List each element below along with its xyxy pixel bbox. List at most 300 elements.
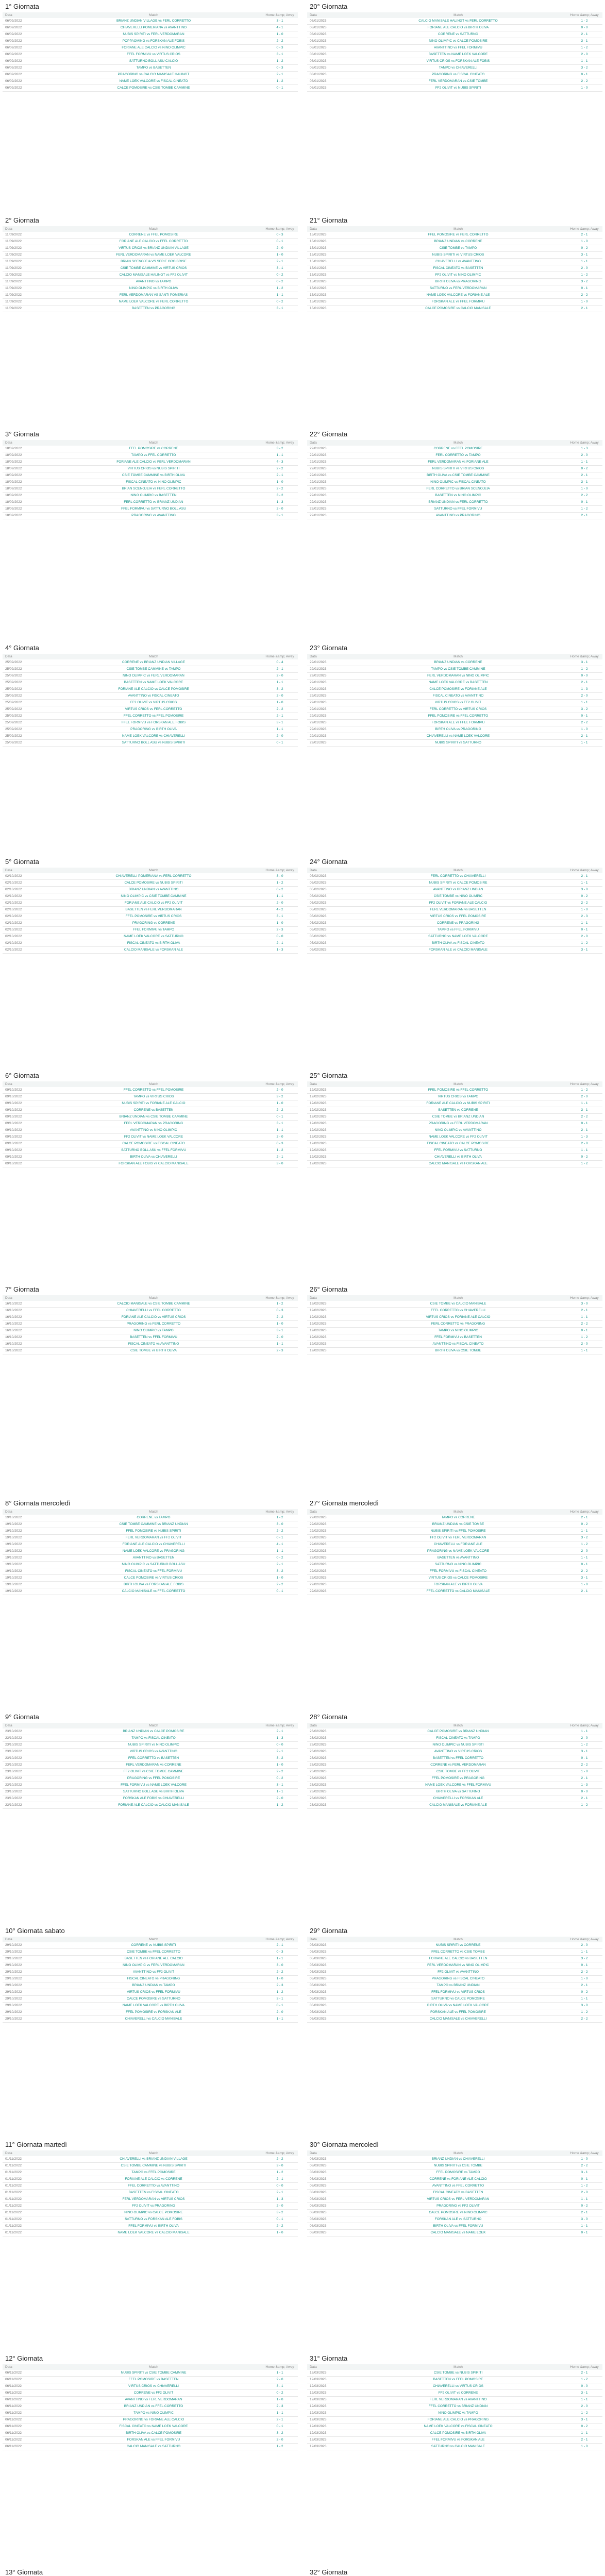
fixture-match-link[interactable]: CSIE TOMBE vs TAMPO <box>350 245 566 252</box>
fixture-match-link[interactable]: VIRTUS CRIOS vs NUBIS SPIRITI <box>45 466 262 472</box>
fixture-match-link[interactable]: NINO OLIMPIC vs FERL VERDOMARAN <box>45 1962 262 1969</box>
fixture-match-link[interactable]: CALCIO MANISALE vs FORSKAN ALE <box>350 1161 566 1167</box>
fixture-match-link[interactable]: NUBIS SPIRITI vs FORIANE ALE CALCIO <box>45 1100 262 1107</box>
fixture-match-link[interactable]: AVANTTINO vs FERL VERDOMARAN <box>45 2397 262 2403</box>
fixture-match-link[interactable]: FORIANE ALE CALCIO vs NUBIS SPIRITI <box>350 1100 566 1107</box>
fixture-date: 05/02/2023 <box>307 934 350 940</box>
fixture-score: 3 - 1 <box>566 2417 602 2424</box>
fixture-match-link[interactable]: FERL CORRETTO vs CHIAVERELLI <box>350 873 566 880</box>
fixture-match-link[interactable]: VIRTUS CRIOS vs CALCE POMOSIRE <box>350 1575 566 1582</box>
fixture-match-link[interactable]: FORIANE ALE CALCIO vs VIRTUS CRIOS <box>45 1314 262 1321</box>
fixture-score: 1 - 1 <box>262 452 298 459</box>
fixture-match-link[interactable]: CSIE TOMBE vs FF2 OLIVIT <box>350 1769 566 1775</box>
fixture-match-link[interactable]: NINO OLIMPIC vs FISCAL CINEATO <box>350 479 566 486</box>
fixture-match-link[interactable]: FISCAL CINEATO vs AVANTTINO <box>350 693 566 700</box>
fixture-match-link[interactable]: FFEL FORMIVU vs SATTURNO <box>350 1147 566 1154</box>
fixture-match-link[interactable]: NAME LOEK VALCORE vs FORIANE ALE <box>350 292 566 299</box>
fixture-match-link[interactable]: BRIANZ UNDIAN vs CORRENE <box>350 239 566 245</box>
fixture-match-link[interactable]: FERL CORRETTO vs TAMPO <box>350 452 566 459</box>
fixture-match-link[interactable]: FFEL POMOSIRE vs FFEL CORRETTO <box>350 713 566 720</box>
fixture-match-link[interactable]: PRAGORING vs CORRENE <box>45 920 262 927</box>
fixture-match-link[interactable]: FISCAL CINEATO vs FFEL FORMIVU <box>45 1568 262 1575</box>
fixture-match-link[interactable]: FERL CORRETTO vs BRIANZ UNDIAN <box>45 499 262 506</box>
fixture-match-link[interactable]: VIRTUS CRIOS vs CHIAVERELLI <box>45 2383 262 2390</box>
fixture-match-link[interactable]: NINO OLIMPIC vs FERL VERDOMARAN <box>45 673 262 680</box>
fixture-match-link[interactable]: CALCE POMOSIRE vs BIRTH OLIVA <box>350 2430 566 2437</box>
fixture-match-link[interactable]: CORRENE vs PRAGORING <box>350 920 566 927</box>
fixture-match-link[interactable]: NAME LOEK VALCORE vs CALCIO MANISALE <box>45 2230 262 2236</box>
fixture-match-link[interactable]: FERL CORRETTO vs PRAGORING <box>350 1321 566 1328</box>
fixture-match-link[interactable]: BASETTEN vs CORRENE <box>350 1107 566 1114</box>
fixture-match-link[interactable]: FFEL FORMIVU vs SATTURNO BOLL ASU <box>45 506 262 513</box>
fixture-match-link[interactable]: FISCAL CINEATO vs AVANTTINO <box>45 1341 262 1348</box>
fixture-match-link[interactable]: FORIANE ALE CALCIO vs FFEL CORRETTO <box>45 239 262 245</box>
fixture-match-link[interactable]: BRIANZ UNDIAN vs CORRENE <box>350 659 566 666</box>
fixture-match-link[interactable]: SATTURNO vs FORSKAN ALE FOBIS <box>45 2216 262 2223</box>
fixture-match-link[interactable]: CHIAVERELLI POMERIANA vs AVANTTINO <box>45 25 262 31</box>
fixture-match-link[interactable]: FISCAL CINEATO vs TAMPO <box>350 1735 566 1742</box>
fixture-match-link[interactable]: VIRTUS CRIOS vs FF2 OLIVIT <box>350 700 566 706</box>
fixture-match-link[interactable]: FISCAL CINEATO vs NAME LOEK VALCORE <box>45 2424 262 2430</box>
fixture-match-link[interactable]: BIRTH OLIVA vs PRAGORING <box>350 726 566 733</box>
fixture-row <box>307 1515 602 1521</box>
fixture-match-link[interactable]: FERL VERDOMARAN vs BASETTEN <box>350 907 566 913</box>
fixture-match-link[interactable]: BASETTEN vs AVANTTINO <box>350 1555 566 1562</box>
fixture-match-link[interactable]: SATTURNO BOLL ASU vs FFEL FORMIVU <box>45 1147 262 1154</box>
fixture-match-link[interactable]: FERL VERDOMARAN vs NINO OLIMPIC <box>350 1962 566 1969</box>
fixture-match-link[interactable]: FORIANE ALE CALCIO vs CHIAVERELLI <box>45 1541 262 1548</box>
fixture-match-link[interactable]: NAME LOEK VALCORE vs FERL CORRETTO <box>45 299 262 306</box>
fixture-score: 2 - 0 <box>566 693 602 700</box>
fixture-match-link[interactable]: FERL VERDOMARAN vs CORRENE <box>45 1762 262 1769</box>
fixture-match-link[interactable]: FISCAL CINEATO vs PRAGORING <box>45 1976 262 1982</box>
fixture-match-link[interactable]: NINO OLIMPIC vs CALCE POMOSIRE <box>45 2210 262 2216</box>
fixture-match-link[interactable]: NINO OLIMPIC vs TAMPO <box>45 1328 262 1334</box>
fixture-match-link[interactable]: CORRENE vs FFEL POMOSIRE <box>350 446 566 452</box>
fixture-match-link[interactable]: AVANTTINO vs FISCAL CINEATO <box>350 1341 566 1348</box>
fixture-score: 2 - 1 <box>262 1728 298 1735</box>
fixture-row <box>307 2370 602 2377</box>
fixture-match-link[interactable]: NINO OLIMPIC vs SATTURNO BOLL ASU <box>45 1562 262 1568</box>
fixture-match-link[interactable]: FERL CORRETTO vs VIRTUS CRIOS <box>350 706 566 713</box>
fixture-match-link[interactable]: BRIANZ UNDIAN vs CHIAVERELLI <box>350 2156 566 2163</box>
fixture-match-link[interactable]: FORIANE ALE CALCIO vs CALCIO MANISALE <box>45 1802 262 1809</box>
header-match: Match <box>45 1081 262 1087</box>
fixture-match-link[interactable]: CALCIO MANISALE vs FFEL CORRETTO <box>45 1588 262 1595</box>
fixture-match-link[interactable]: CHIAVERELLI vs FORSKAN ALE <box>350 1795 566 1802</box>
fixture-match-link[interactable]: BRIANZ UNDIAN vs CALCE POMOSIRE <box>45 1728 262 1735</box>
fixture-match-link[interactable]: FORSKAN ALE FOBIS vs CALCIO MANISALE <box>45 1161 262 1167</box>
fixture-match-link[interactable]: NUBIS SPIRITI vs VIRTUS CRIOS <box>350 252 566 259</box>
fixture-match-link[interactable]: TAMPO vs FFEL FORMIVU <box>350 927 566 934</box>
fixture-match-link[interactable]: CHIAVERELLI POMERIANA vs FERL CORRETTO <box>45 873 262 880</box>
fixture-match-link[interactable]: SATTURNO BOLL ASU vs NUBIS SPIRITI <box>45 740 262 747</box>
fixture-match-link[interactable]: FF2 OLIVIT vs FORIANE ALE CALCIO <box>350 900 566 907</box>
fixture-match-link[interactable]: FFEL CORRETTO vs AVANTTINO <box>45 2183 262 2190</box>
fixture-match-link[interactable]: CSIE TOMBE vs BRIANZ UNDIAN <box>350 1114 566 1121</box>
fixture-match-link[interactable]: BASETTEN vs NAME LOEK VALCORE <box>45 680 262 686</box>
fixture-match-link[interactable]: FORIANE ALE CALCIO vs BASETTEN <box>350 1956 566 1962</box>
fixture-match-link[interactable]: TAMPO vs FFEL CORRETTO <box>45 452 262 459</box>
fixture-match-link[interactable]: FFEL CORRETTO vs CSIE TOMBE <box>350 1949 566 1956</box>
fixture-match-link[interactable]: PRAGORING vs FERL VERDOMARAN <box>350 1121 566 1127</box>
fixture-match-link[interactable]: FF2 OLIVIT vs NINO OLIMPIC <box>350 272 566 279</box>
fixture-match-link[interactable]: CSIE TOMBE CAMMINE vs NUBIS SPIRITI <box>45 2163 262 2170</box>
fixture-match-link[interactable]: CALCIO MANISALE vs NAME LOEK <box>350 2230 566 2236</box>
fixture-match-link[interactable]: VIRTUS CRIOS vs BRIANZ UNDIAN VILLAGE <box>45 245 262 252</box>
fixture-match-link[interactable]: BIRTH OLIVA vs CHIAVERELLI <box>45 1154 262 1161</box>
fixture-match-link[interactable]: CALCE POMOSIRE vs NINO OLIMPIC <box>350 2210 566 2216</box>
fixture-match-link[interactable]: BRIANZ UNDIAN vs AVANTTINO <box>45 887 262 893</box>
fixture-match-link[interactable]: FFEL POMOSIRE vs PRAGORING <box>350 1775 566 1782</box>
fixture-match-link[interactable]: NINO OLIMPIC vs CSIE TOMBE CAMMINE <box>45 893 262 900</box>
fixture-match-link[interactable]: CSIE TOMBE CAMMINE vs BIRTH OLIVA <box>45 472 262 479</box>
fixture-match-link[interactable]: BIRTH OLIVA vs FISCAL CINEATO <box>350 940 566 947</box>
fixture-match-link[interactable]: NUBIS SPIRITI vs CORRENE <box>350 1942 566 1949</box>
fixture-match-link[interactable]: CHIAVERELLI vs BRIANZ UNDIAN VILLAGE <box>45 2156 262 2163</box>
fixture-match-link[interactable]: FERL VERDOMARAN vs CSIE TOMBE <box>350 78 566 85</box>
fixture-match-link[interactable]: FORIANE ALE CALCIO vs FF2 OLIVIT <box>45 900 262 907</box>
fixture-match-link[interactable]: VIRTUS CRIOS vs FERL VERDOMARAN <box>350 2196 566 2203</box>
fixture-match-link[interactable]: NAME LOEK VALCORE vs CHIAVERELLI <box>45 733 262 740</box>
fixture-match-link[interactable]: CALCIO MANISALE HALINGT vs FF2 OLIVIT <box>45 272 262 279</box>
fixture-match-link[interactable]: FERL VERDOMARAN vs VIRTUS CRIOS <box>45 2196 262 2203</box>
fixture-match-link[interactable]: SATTURNO vs CALCIO MANISALE <box>350 2444 566 2450</box>
fixture-match-link[interactable]: CORRENE vs NUBIS SPIRITI <box>45 1942 262 1949</box>
fixture-match-link[interactable]: FFEL FORMIVU vs TAMPO <box>45 927 262 934</box>
fixture-match-link[interactable]: FORSKAN ALE vs CALCIO MANISALE <box>350 947 566 954</box>
header-match: Match <box>350 1937 566 1942</box>
fixture-match-link[interactable]: CHIAVERELLI vs NAME LOEK VALCORE <box>350 733 566 740</box>
fixture-match-link[interactable]: FF2 OLIVIT vs NAME LOEK VALCORE <box>45 1134 262 1141</box>
fixture-match-link[interactable]: FFEL POMOSIRE vs FERL CORRETTO <box>350 232 566 239</box>
fixture-match-link[interactable]: NUBIS SPIRITI vs CALCE POMOSIRE <box>350 880 566 887</box>
fixture-match-link[interactable]: FFEL POMOSIRE vs BASETTEN <box>45 2377 262 2383</box>
fixture-match-link[interactable]: TAMPO vs FFEL POMOSIRE <box>45 2170 262 2176</box>
fixture-match-link[interactable]: CSIE TOMBE CAMMINE vs TAMPO <box>45 666 262 673</box>
fixture-match-link[interactable]: FERL VERDOMARAN vs NINO OLIMPIC <box>350 673 566 680</box>
fixture-match-link[interactable]: SATTURNO BOLL ASU vs BIRTH OLIVA <box>45 1789 262 1795</box>
fixture-match-link[interactable]: CSIE TOMBE vs FFEL CORRETTO <box>45 1949 262 1956</box>
fixture-match-link[interactable]: TAMPO vs FISCAL CINEATO <box>45 1735 262 1742</box>
fixture-match-link[interactable]: FF2 OLIVIT vs AVANTTINO <box>350 1969 566 1976</box>
fixture-match-link[interactable]: FFEL CORRETTO vs CALCIO MANISALE <box>350 1588 566 1595</box>
fixture-match-link[interactable]: BIRTH OLIVA vs CSIE TOMBE <box>350 1348 566 1354</box>
fixture-match-link[interactable]: FORSKAN ALE vs SATTURNO <box>350 2216 566 2223</box>
fixture-match-link[interactable]: BRIANZ UNDIAN vs TAMPO <box>45 1982 262 1989</box>
fixture-match-link[interactable]: CALCE POMOSIRE vs BRIANZ UNDIAN <box>350 1728 566 1735</box>
fixture-match-link[interactable]: FF2 OLIVIT vs CSIE TOMBE CAMMINE <box>45 1769 262 1775</box>
fixture-match-link[interactable]: NUBIS SPIRITI vs NINO OLIMPIC <box>45 1742 262 1749</box>
fixture-match-link[interactable]: CALCE POMOSIRE vs VIRTUS CRIOS <box>45 1575 262 1582</box>
fixture-score: 3 - 1 <box>566 38 602 45</box>
fixture-match-link[interactable]: CORRENE vs FFEL POMOSIRE <box>45 232 262 239</box>
fixture-match-link[interactable]: FERL CORRETTO vs BRIAN SCENOJEIA <box>350 486 566 493</box>
fixture-match-link[interactable]: TAMPO vs BASETTEN <box>45 65 262 72</box>
fixture-row <box>307 907 602 913</box>
fixture-match-link[interactable]: SATTURNO BOLL ASU CALCIO <box>45 58 262 65</box>
fixture-match-link[interactable]: BASETTEN vs NAME LOEK VALCORE <box>350 52 566 58</box>
fixture-match-link[interactable]: TAMPO vs NINO OLIMPIC <box>45 2410 262 2417</box>
fixture-match-link[interactable]: FFEL FORMIVU vs VIRTUS CRIOS <box>350 1989 566 1996</box>
fixture-match-link[interactable]: AVANTTINO vs FF2 OLIVIT <box>45 1969 262 1976</box>
fixture-match-link[interactable]: FFEL CORRETTO vs CHIAVERELLI <box>350 1308 566 1314</box>
fixture-match-link[interactable]: FERL VERDOMARAN vs FF2 OLIVIT <box>45 1535 262 1541</box>
fixture-match-link[interactable]: FORSKAN ALE vs BIRTH OLIVA <box>350 1582 566 1588</box>
fixture-match-link[interactable]: TAMPO vs NINO OLIMPIC <box>350 1328 566 1334</box>
fixture-match-link[interactable]: CALCE POMOSIRE vs SATTURNO <box>45 1996 262 2003</box>
fixture-match-link[interactable]: FORIANE ALE CALCIO vs BIRTH OLIVA <box>350 25 566 31</box>
fixture-row <box>3 38 298 45</box>
fixture-match-link[interactable]: CORRENE vs BASETTEN <box>45 1107 262 1114</box>
fixture-match-link[interactable]: CALCE POMOSIRE vs CSIE TOMBE CAMMINE <box>45 85 262 92</box>
fixture-match-link[interactable]: BRIANZ UNDIAN vs FERL CORRETTO <box>350 499 566 506</box>
fixture-match-link[interactable]: AVANTTINO vs FFEL CORRETTO <box>350 2183 566 2190</box>
fixture-match-link[interactable]: FFEL POMOSIRE vs FORSKAN ALE <box>45 2009 262 2016</box>
fixture-match-link[interactable]: PRAGORING vs NAME LOEK VALCORE <box>350 1548 566 1555</box>
fixture-match-link[interactable]: TAMPO vs CHIAVERELLI <box>350 65 566 72</box>
fixture-match-link[interactable]: CALCE POMOSIRE vs FORIANE ALE <box>350 686 566 693</box>
fixture-match-link[interactable]: NUBIS SPIRITI vs FERL VERDOMARAN <box>45 31 262 38</box>
fixture-match-link[interactable]: SATTURNO vs NINO OLIMPIC <box>350 1562 566 1568</box>
fixture-match-link[interactable]: AVANTTINO vs NINO OLIMPIC <box>45 1127 262 1134</box>
fixture-match-link[interactable]: FISCAL CINEATO vs BIRTH OLIVA <box>45 940 262 947</box>
fixture-match-link[interactable]: BRIANZ UNDIAN VILLAGE vs FERL CORRETTO <box>45 18 262 25</box>
fixture-match-link[interactable]: FFEL POMOSIRE vs TAMPO <box>350 2170 566 2176</box>
fixture-match-link[interactable]: CALCE POMOSIRE vs NUBIS SPIRITI <box>45 880 262 887</box>
fixture-match-link[interactable]: AVANTTINO vs PRAGORING <box>350 513 566 519</box>
fixture-match-link[interactable]: TAMPO vs VIRTUS CRIOS <box>45 1094 262 1100</box>
fixture-match-link[interactable]: CALCE POMOSIRE vs FISCAL CINEATO <box>45 1141 262 1147</box>
fixture-match-link[interactable]: FFEL FORMIVU vs BASETTEN <box>350 1334 566 1341</box>
fixture-match-link[interactable]: NAME LOEK VALCORE vs SATTURNO <box>45 934 262 940</box>
fixture-match-link[interactable]: CORRENE vs TAMPO <box>45 1515 262 1521</box>
fixture-match-link[interactable]: BASETTEN vs FFEL CORRETTO <box>350 1755 566 1762</box>
fixture-match-link[interactable]: FFEL POMOSIRE vs CORRENE <box>45 446 262 452</box>
fixture-match-link[interactable]: VIRTUS CRIOS vs FFEL FORMIVU <box>45 1989 262 1996</box>
fixture-match-link[interactable]: FISCAL CINEATO vs BASETTEN <box>350 265 566 272</box>
fixture-match-link[interactable]: BIRTH OLIVA vs NAME LOEK VALCORE <box>350 2003 566 2009</box>
fixture-match-link[interactable]: BASETTEN vs NINO OLIMPIC <box>350 493 566 499</box>
fixture-match-link[interactable]: CSIE TOMBE vs CALCIO MANISALE <box>350 1301 566 1308</box>
fixture-match-link[interactable]: FERL VERDOMARAN vs FORIANE ALE <box>350 459 566 466</box>
fixture-match-link[interactable]: FORIANE ALE CALCIO vs CORRENE <box>45 2176 262 2183</box>
fixture-match-link[interactable]: BIRTH OLIVA vs CALCE POMOSIRE <box>45 2430 262 2437</box>
fixture-match-link[interactable]: TAMPO vs CSIE TOMBE CAMMINE <box>350 666 566 673</box>
fixture-match-link[interactable]: PRAGORING vs FERL CORRETTO <box>45 1321 262 1328</box>
fixture-match-link[interactable]: FORSKAN ALE vs FFEL FORMIVU <box>350 299 566 306</box>
fixture-match-link[interactable]: NAME LOEK VALCORE vs PRAGORING <box>45 1548 262 1555</box>
fixture-match-link[interactable]: CORRENE vs FORIANE ALE CALCIO <box>350 2176 566 2183</box>
fixture-match-link[interactable]: CALCIO MANISALE HALINGT vs FERL CORRETTO <box>350 18 566 25</box>
fixture-match-link[interactable]: BASETTEN vs FFEL POMOSIRE <box>350 2377 566 2383</box>
fixture-match-link[interactable]: FORIANE ALE CALCIO vs PRAGORING <box>350 2417 566 2424</box>
fixture-match-link[interactable]: NAME LOEK VALCORE vs FF2 OLIVIT <box>350 1134 566 1141</box>
fixture-match-link[interactable]: POPPAOMING vs FORSKAN ALE FOBIS <box>45 38 262 45</box>
fixture-match-link[interactable]: CORRENE vs FF2 OLIVIT <box>45 2390 262 2397</box>
fixture-match-link[interactable]: BASETTEN vs FISCAL CINEATO <box>45 2190 262 2196</box>
fixture-match-link[interactable]: BRIANZ UNDIAN vs CSIE TOMBE CAMMINE <box>45 1114 262 1121</box>
fixture-match-link[interactable]: VIRTUS CRIOS vs TAMPO <box>350 1094 566 1100</box>
fixture-match-link[interactable]: FERL VERDOMARAN vs NAME LOEK VALCORE <box>45 252 262 259</box>
round-block <box>3 431 298 519</box>
fixture-score: 2 - 1 <box>566 1515 602 1521</box>
fixture-match-link[interactable]: PRAGORING vs BIRTH OLIVA <box>45 726 262 733</box>
fixture-match-link[interactable]: SATTURNO vs FERL VERDOMARAN <box>350 285 566 292</box>
fixture-match-link[interactable]: FFEL CORRETTO vs BRIANZ UNDIAN <box>350 2403 566 2410</box>
fixture-match-link[interactable]: BASETTEN vs FFEL FORMIVU <box>45 1334 262 1341</box>
fixture-match-link[interactable]: CHIAVERELLI vs BIRTH OLIVA <box>350 1154 566 1161</box>
fixture-match-link[interactable]: FF2 OLIVIT vs FERL VERDOMARAN <box>350 1535 566 1541</box>
fixture-match-link[interactable]: BIRTH OLIVA vs FFEL FORMIVU <box>350 2223 566 2230</box>
fixture-match-link[interactable]: AVANTTINO vs VIRTUS CRIOS <box>350 1749 566 1755</box>
fixture-score: 2 - 0 <box>566 52 602 58</box>
fixture-match-link[interactable]: CSIE TOMBE CAMMINE vs BRIANZ UNDIAN <box>45 1521 262 1528</box>
fixture-match-link[interactable]: CHIAVERELLI vs FORIANE ALE <box>350 1541 566 1548</box>
fixture-match-link[interactable]: CSIE TOMBE vs NUBIS SPIRITI <box>350 2370 566 2377</box>
fixture-match-link[interactable]: FFEL FORMIVU vs VIRTUS CRIOS <box>45 52 262 58</box>
fixture-match-link[interactable]: BRIANZ UNDIAN vs CSIE TOMBE <box>350 1521 566 1528</box>
fixture-date: 15/01/2023 <box>307 265 350 272</box>
fixture-match-link[interactable]: FORIANE ALE CALCIO vs CALCE POMOSIRE <box>45 686 262 693</box>
fixture-date: 18/09/2022 <box>3 499 45 506</box>
fixture-match-link[interactable]: FISCAL CINEATO vs NINO OLIMPIC <box>45 479 262 486</box>
fixture-match-link[interactable]: CORRENE vs BRIANZ UNDIAN VILLAGE <box>45 659 262 666</box>
fixture-match-link[interactable]: VIRTUS CRIOS vs FORIANE ALE CALCIO <box>350 1314 566 1321</box>
fixture-match-link[interactable]: FFEL POMOSIRE vs FFEL CORRETTO <box>350 1087 566 1094</box>
fixture-match-link[interactable]: NINO OLIMPIC vs BASETTEN <box>45 493 262 499</box>
fixture-match-link[interactable]: BASETTEN vs FORIANE ALE CALCIO <box>45 1956 262 1962</box>
fixture-match-link[interactable]: NUBIS SPIRITI vs CSIE TOMBE CAMMINE <box>45 2370 262 2377</box>
round-title: 8° Giornata mercoledì <box>5 1499 71 1507</box>
fixture-match-link[interactable]: CALCIO MANISALE vs FORIANE ALE <box>350 1802 566 1809</box>
fixture-match-link[interactable]: CALCIO MANISALE vs CHIAVERELLI <box>350 2016 566 2023</box>
fixture-match-link[interactable]: FFEL CORRETTO vs FFEL POMOSIRE <box>45 713 262 720</box>
fixture-match-link[interactable]: NUBIS SPIRITI vs FFEL POMOSIRE <box>350 1528 566 1535</box>
fixture-date: 08/01/2023 <box>307 31 350 38</box>
fixture-match-link[interactable]: FF2 OLIVIT vs CORRENE <box>350 2390 566 2397</box>
fixture-match-link[interactable]: CORRENE vs SATTURNO <box>350 31 566 38</box>
fixture-match-link[interactable]: FORSKAN ALE FOBIS vs CHIAVERELLI <box>45 1795 262 1802</box>
fixture-match-link[interactable]: NAME LOEK VALCORE vs FFEL FORMIVU <box>350 1782 566 1789</box>
fixture-match-link[interactable]: NINO OLIMPIC vs CALCE POMOSIRE <box>350 38 566 45</box>
fixture-match-link[interactable]: FFEL POMOSIRE vs VIRTUS CRIOS <box>45 913 262 920</box>
fixture-match-link[interactable]: CHIAVERELLI vs VIRTUS CRIOS <box>350 2383 566 2390</box>
fixture-match-link[interactable]: BIRTH OLIVA vs PRAGORING <box>350 279 566 285</box>
fixture-match-link[interactable]: CALCIO MANISALE vs FORSKAN ALE <box>45 947 262 954</box>
fixture-match-link[interactable]: NAME LOEK VALCORE vs FISCAL CINEATO <box>45 78 262 85</box>
fixture-match-link[interactable]: VIRTUS CRIOS vs FFEL POMOSIRE <box>350 913 566 920</box>
fixture-match-link[interactable]: FFEL CORRETTO vs FFEL POMOSIRE <box>45 1087 262 1094</box>
fixture-row <box>3 1775 298 1782</box>
fixture-match-link[interactable]: NINO OLIMPIC vs TAMPO <box>350 2410 566 2417</box>
fixture-match-link[interactable]: FFEL FORMIVU vs NAME LOEK VALCORE <box>45 1782 262 1789</box>
fixture-match-link[interactable]: NUBIS SPIRITI vs CSIE TOMBE <box>350 2163 566 2170</box>
fixture-match-link[interactable]: FORSKAN ALE vs FFEL FORMIVU <box>45 2437 262 2444</box>
fixture-match-link[interactable]: AVANTTINO vs BRIANZ UNDIAN <box>350 887 566 893</box>
fixture-match-link[interactable]: VIRTUS CRIOS vs AVANTTINO <box>45 1749 262 1755</box>
fixture-match-link[interactable]: NINO OLIMPIC vs NUBIS SPIRITI <box>350 1742 566 1749</box>
fixture-match-link[interactable]: CALCIO MANISALE vs CSIE TOMBE CAMMINE <box>45 1301 262 1308</box>
fixture-match-link[interactable]: BASETTEN vs PRAGORING <box>45 306 262 312</box>
fixture-match-link[interactable]: CSIE TOMBE vs NINO OLIMPIC <box>350 893 566 900</box>
header-date: Data <box>307 2150 350 2156</box>
fixture-match-link[interactable]: CHIAVERELLI vs CALCIO MANISALE <box>45 2016 262 2023</box>
fixture-match-link[interactable]: NUBIS SPIRITI vs SATTURNO <box>350 740 566 747</box>
round-block <box>307 2355 602 2450</box>
fixture-match-link[interactable]: BRIAN SCENOJEIA VS SERIE ORO BRISE <box>45 259 262 265</box>
fixture-match-link[interactable]: AVANTTINO vs TAMPO <box>45 279 262 285</box>
fixture-match-link[interactable]: BRIANZ UNDIAN vs FFEL CORRETTO <box>45 2403 262 2410</box>
fixture-match-link[interactable]: VIRTUS CRIOS vs FORSKAN ALE FOBIS <box>350 58 566 65</box>
fixture-match-link[interactable]: CSIE TOMBE CAMMINE vs VIRTUS CRIOS <box>45 265 262 272</box>
fixture-match-link[interactable]: NAME LOEK VALCORE vs BASETTEN <box>350 680 566 686</box>
fixture-match-link[interactable]: BRIAN SCENOJEIA vs FERL CORRETTO <box>45 486 262 493</box>
fixture-match-link[interactable]: CALCE POMOSIRE vs CALCIO MANISALE <box>350 306 566 312</box>
fixture-match-link[interactable]: NAME LOEK VALCORE vs BIRTH OLIVA <box>45 2003 262 2009</box>
fixture-match-link[interactable]: BIRTH OLIVA vs CSIE TOMBE CAMMINE <box>350 472 566 479</box>
fixture-match-link[interactable]: BASETTEN vs FERL VERDOMARAN <box>45 907 262 913</box>
fixture-match-link[interactable]: PRAGORING vs FISCAL CINEATO <box>350 72 566 78</box>
fixture-match-link[interactable]: FFEL CORRETTO vs BASETTEN <box>45 1755 262 1762</box>
fixture-match-link[interactable]: BIRTH OLIVA vs SATTURNO <box>350 1789 566 1795</box>
fixture-match-link[interactable]: FF2 OLIVIT vs PRAGORING <box>45 2203 262 2210</box>
fixture-match-link[interactable]: AVANTTINO vs FISCAL CINEATO <box>45 693 262 700</box>
fixture-match-link[interactable]: FISCAL CINEATO vs BASETTEN <box>350 2190 566 2196</box>
fixture-match-link[interactable]: PRAGORING vs FF2 OLIVIT <box>350 2203 566 2210</box>
fixture-match-link[interactable]: FERL VERDOMARAN VS SANTI POMERIAS <box>45 292 262 299</box>
fixture-match-link[interactable]: CHIAVERELLI vs FFEL CORRETTO <box>45 1308 262 1314</box>
fixture-match-link[interactable]: TAMPO vs CORRENE <box>350 1515 566 1521</box>
fixture-match-link[interactable]: SATTURNO vs FFEL FORMIVU <box>350 506 566 513</box>
fixture-match-link[interactable]: FFEL POMOSIRE vs NUBIS SPIRITI <box>45 1528 262 1535</box>
fixture-match-link[interactable]: VIRTUS CRIOS vs FERL CORRETTO <box>45 706 262 713</box>
fixture-match-link[interactable]: FF2 OLIVIT vs VIRTUS CRIOS <box>45 700 262 706</box>
fixture-match-link[interactable]: CORRENE vs FERL VERDOMARAN <box>350 1762 566 1769</box>
fixture-match-link[interactable]: PRAGORING vs AVANTTINO <box>45 513 262 519</box>
fixture-match-link[interactable]: FORSKAN ALE vs FFEL FORMIVU <box>350 720 566 726</box>
fixture-match-link[interactable]: CHIAVERELLI vs AVANTTINO <box>350 259 566 265</box>
fixture-match-link[interactable]: AVANTTINO vs FFEL FORMIVU <box>350 45 566 52</box>
fixture-match-link[interactable]: CSIE TOMBE vs BIRTH OLIVA <box>45 1348 262 1354</box>
fixture-match-link[interactable]: FISCAL CINEATO vs CALCE POMOSIRE <box>350 1141 566 1147</box>
fixture-match-link[interactable]: FFEL FORMIVU vs FORSKAN ALE FOBIS <box>45 720 262 726</box>
fixture-match-link[interactable]: FFEL FORMIVU vs FORSKAN ALE <box>350 2437 566 2444</box>
fixture-match-link[interactable]: FF2 OLIVIT vs NUBIS SPIRITI <box>350 85 566 92</box>
fixture-match-link[interactable]: FFEL FORMIVU vs BIRTH OLIVA <box>45 2223 262 2230</box>
fixture-match-link[interactable]: NINO OLIMPIC vs BIRTH OLIVA <box>45 285 262 292</box>
fixture-match-link[interactable]: NINO OLIMPIC vs AVANTTINO <box>350 1127 566 1134</box>
fixture-match-link[interactable]: FORIANE ALE CALCIO vs NINO OLIMPIC <box>45 45 262 52</box>
fixture-match-link[interactable]: NUBIS SPIRITI vs VIRTUS CRIOS <box>350 466 566 472</box>
fixture-match-link[interactable]: NAME LOEK VALCORE vs FISCAL CINEATO <box>350 2424 566 2430</box>
fixture-match-link[interactable]: PRAGORING vs FORIANE ALE CALCIO <box>45 2417 262 2424</box>
fixture-match-link[interactable]: FORSKAN ALE vs FFEL POMOSIRE <box>350 2009 566 2016</box>
fixture-match-link[interactable]: PRAGORING vs FFEL POMOSIRE <box>45 1775 262 1782</box>
fixture-match-link[interactable]: FORIANE ALE CALCIO vs FERL VERDOMARAN <box>45 459 262 466</box>
fixture-match-link[interactable]: SATTURNO vs NAME LOEK VALCORE <box>350 934 566 940</box>
fixture-match-link[interactable]: FFEL FORMIVU vs FISCAL CINEATO <box>350 1568 566 1575</box>
fixture-match-link[interactable]: PRAGORING vs FISCAL CINEATO <box>350 1976 566 1982</box>
fixture-match-link[interactable]: CALCIO MANISALE vs SATTURNO <box>45 2444 262 2450</box>
fixture-match-link[interactable]: TAMPO vs BRIANZ UNDIAN <box>350 1982 566 1989</box>
fixture-match-link[interactable]: AVANTTINO vs BASETTEN <box>45 1555 262 1562</box>
fixture-match-link[interactable]: FERL VERDOMARAN vs AVANTTINO <box>350 2397 566 2403</box>
fixture-match-link[interactable]: PRAGORING vs CALCIO MANISALE HALINGT <box>45 72 262 78</box>
fixture-match-link[interactable]: FERL VERDOMARAN vs PRAGORING <box>45 1121 262 1127</box>
fixture-match-link[interactable]: SATTURNO vs CALCE POMOSIRE <box>350 1996 566 2003</box>
fixture-match-link[interactable]: BIRTH OLIVA vs FORSKAN ALE FOBIS <box>45 1582 262 1588</box>
